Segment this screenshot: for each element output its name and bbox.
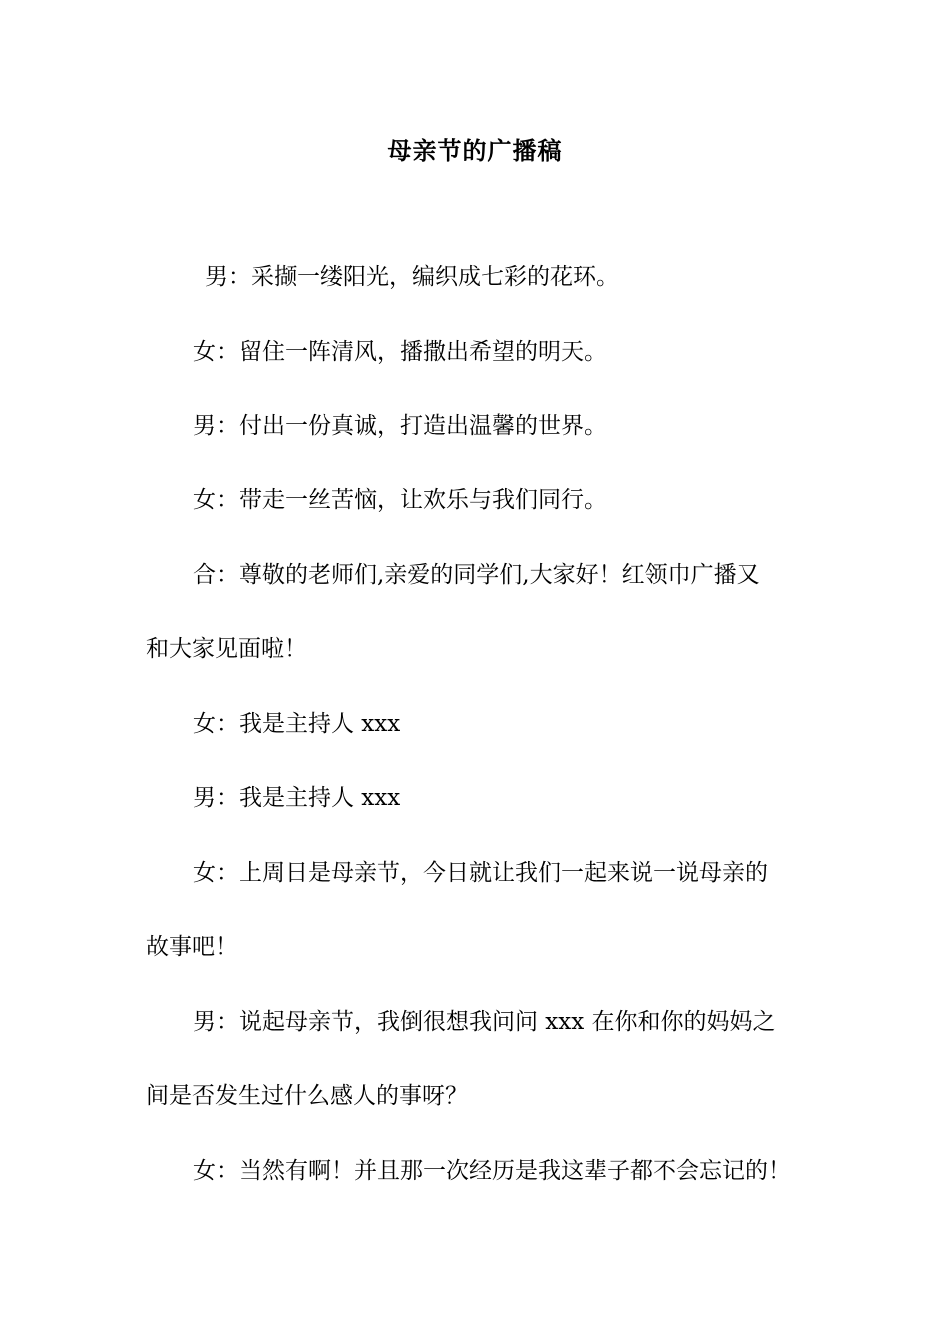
script-line-5: 合：尊敬的老师们,亲爱的同学们,大家好！红领巾广播又 [193, 562, 760, 588]
script-line-2: 女：留住一阵清风，播撒出希望的明天。 [193, 339, 607, 365]
script-line-6: 女：我是主持人 xxx [193, 711, 401, 737]
document-title: 母亲节的广播稿 [387, 136, 563, 165]
script-line-5-continued: 和大家见面啦！ [146, 636, 307, 662]
script-line-8: 女：上周日是母亲节，今日就让我们一起来说一说母亲的 [193, 860, 768, 886]
script-line-9-continued: 间是否发生过什么感人的事呀？ [146, 1083, 468, 1109]
script-line-10: 女：当然有啊！并且那一次经历是我这辈子都不会忘记的！ [193, 1158, 791, 1184]
script-line-4: 女：带走一丝苦恼，让欢乐与我们同行。 [193, 487, 607, 513]
script-line-3: 男：付出一份真诚，打造出温馨的世界。 [193, 413, 607, 439]
script-line-7: 男：我是主持人 xxx [193, 785, 401, 811]
script-line-9: 男：说起母亲节，我倒很想我问问 xxx 在你和你的妈妈之 [193, 1009, 776, 1035]
script-line-8-continued: 故事吧！ [146, 934, 238, 960]
script-line-1: 男：采撷一缕阳光，编织成七彩的花环。 [205, 264, 619, 290]
